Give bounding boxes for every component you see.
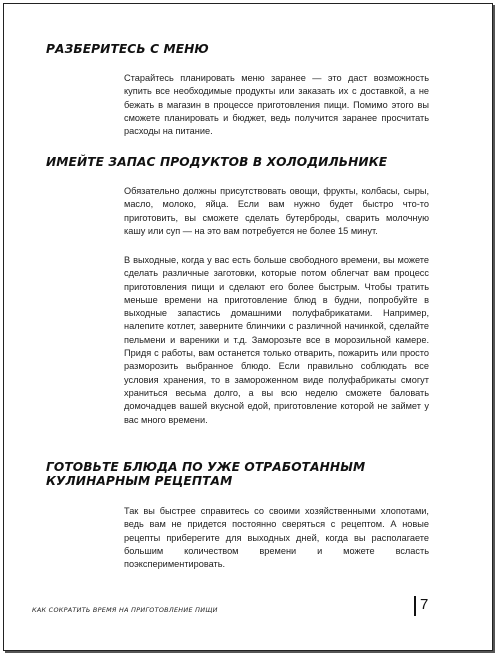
running-title: КАК СОКРАТИТЬ ВРЕМЯ НА ПРИГОТОВЛЕНИЕ ПИЩИ <box>32 606 218 614</box>
section-paragraph-fridge-2: В выходные, когда у вас есть больше свободного времени, вы можете сделать различные заготовки, которые потом облегчат вам процесс приготовления пищи и сделают его более быстрым. Чтобы тратить меньше времени на приготовление блюд в будни, попробуйте в выходные запастись домашними полуфабрикатами. Например, налепите котлет, заверните блинчики с различной начинкой, сделайте пельмени и вареники и т.д. Заморозьте все в морозильной камере. Придя с работы, вам останется только отварить, пожарить или просто разморозить выбранное блюдо. Если правильно соблюдать все условия хранения, то в замороженном виде полуфабрикаты смогут храниться весьма долго, а вы всю неделю сможете баловать домочадцев вашей вкусной едой, приготовление которой не займет у вас много времени. <box>124 255 429 425</box>
section-paragraph-recipes: Так вы быстрее справитесь со своими хозяйственными хлопотами, ведь вам не придется постоянно сверяться с рецептом. А новые рецепты приберегите для выходных дней, когда вы располагаете большим количеством времени и можете всласть поэкспериментировать. <box>124 506 429 570</box>
section-heading-recipes-line2: КУЛИНАРНЫМ РЕЦЕПТАМ <box>46 474 233 488</box>
page-number: 7 <box>420 596 429 613</box>
section-paragraph-fridge-1: Обязательно должны присутствовать овощи, фрукты, колбасы, сыры, масло, молоко, яйца. Если вам нужно будет быстро что-то приготовить, вы сможете сделать бутерброды, сварить молочную кашу или суп — на это вам потребуется не более 15 минут. <box>124 186 429 236</box>
section-heading-menu: РАЗБЕРИТЕСЬ С МЕНЮ <box>46 42 209 56</box>
section-heading-recipes-line1: ГОТОВЬТЕ БЛЮДА ПО УЖЕ ОТРАБОТАННЫМ <box>46 460 366 474</box>
section-paragraph-menu: Старайтесь планировать меню заранее — это даст возможность купить все необходимые продукты или заказать их с доставкой, а не бежать в магазин в процессе приготовления пищи. Помимо этого вы сможете планировать и бюджет, ведь получится заранее просчитать расходы на питание. <box>124 73 429 137</box>
section-heading-fridge: ИМЕЙТЕ ЗАПАС ПРОДУКТОВ В ХОЛОДИЛЬНИКЕ <box>46 155 388 169</box>
footer-divider <box>414 596 416 616</box>
